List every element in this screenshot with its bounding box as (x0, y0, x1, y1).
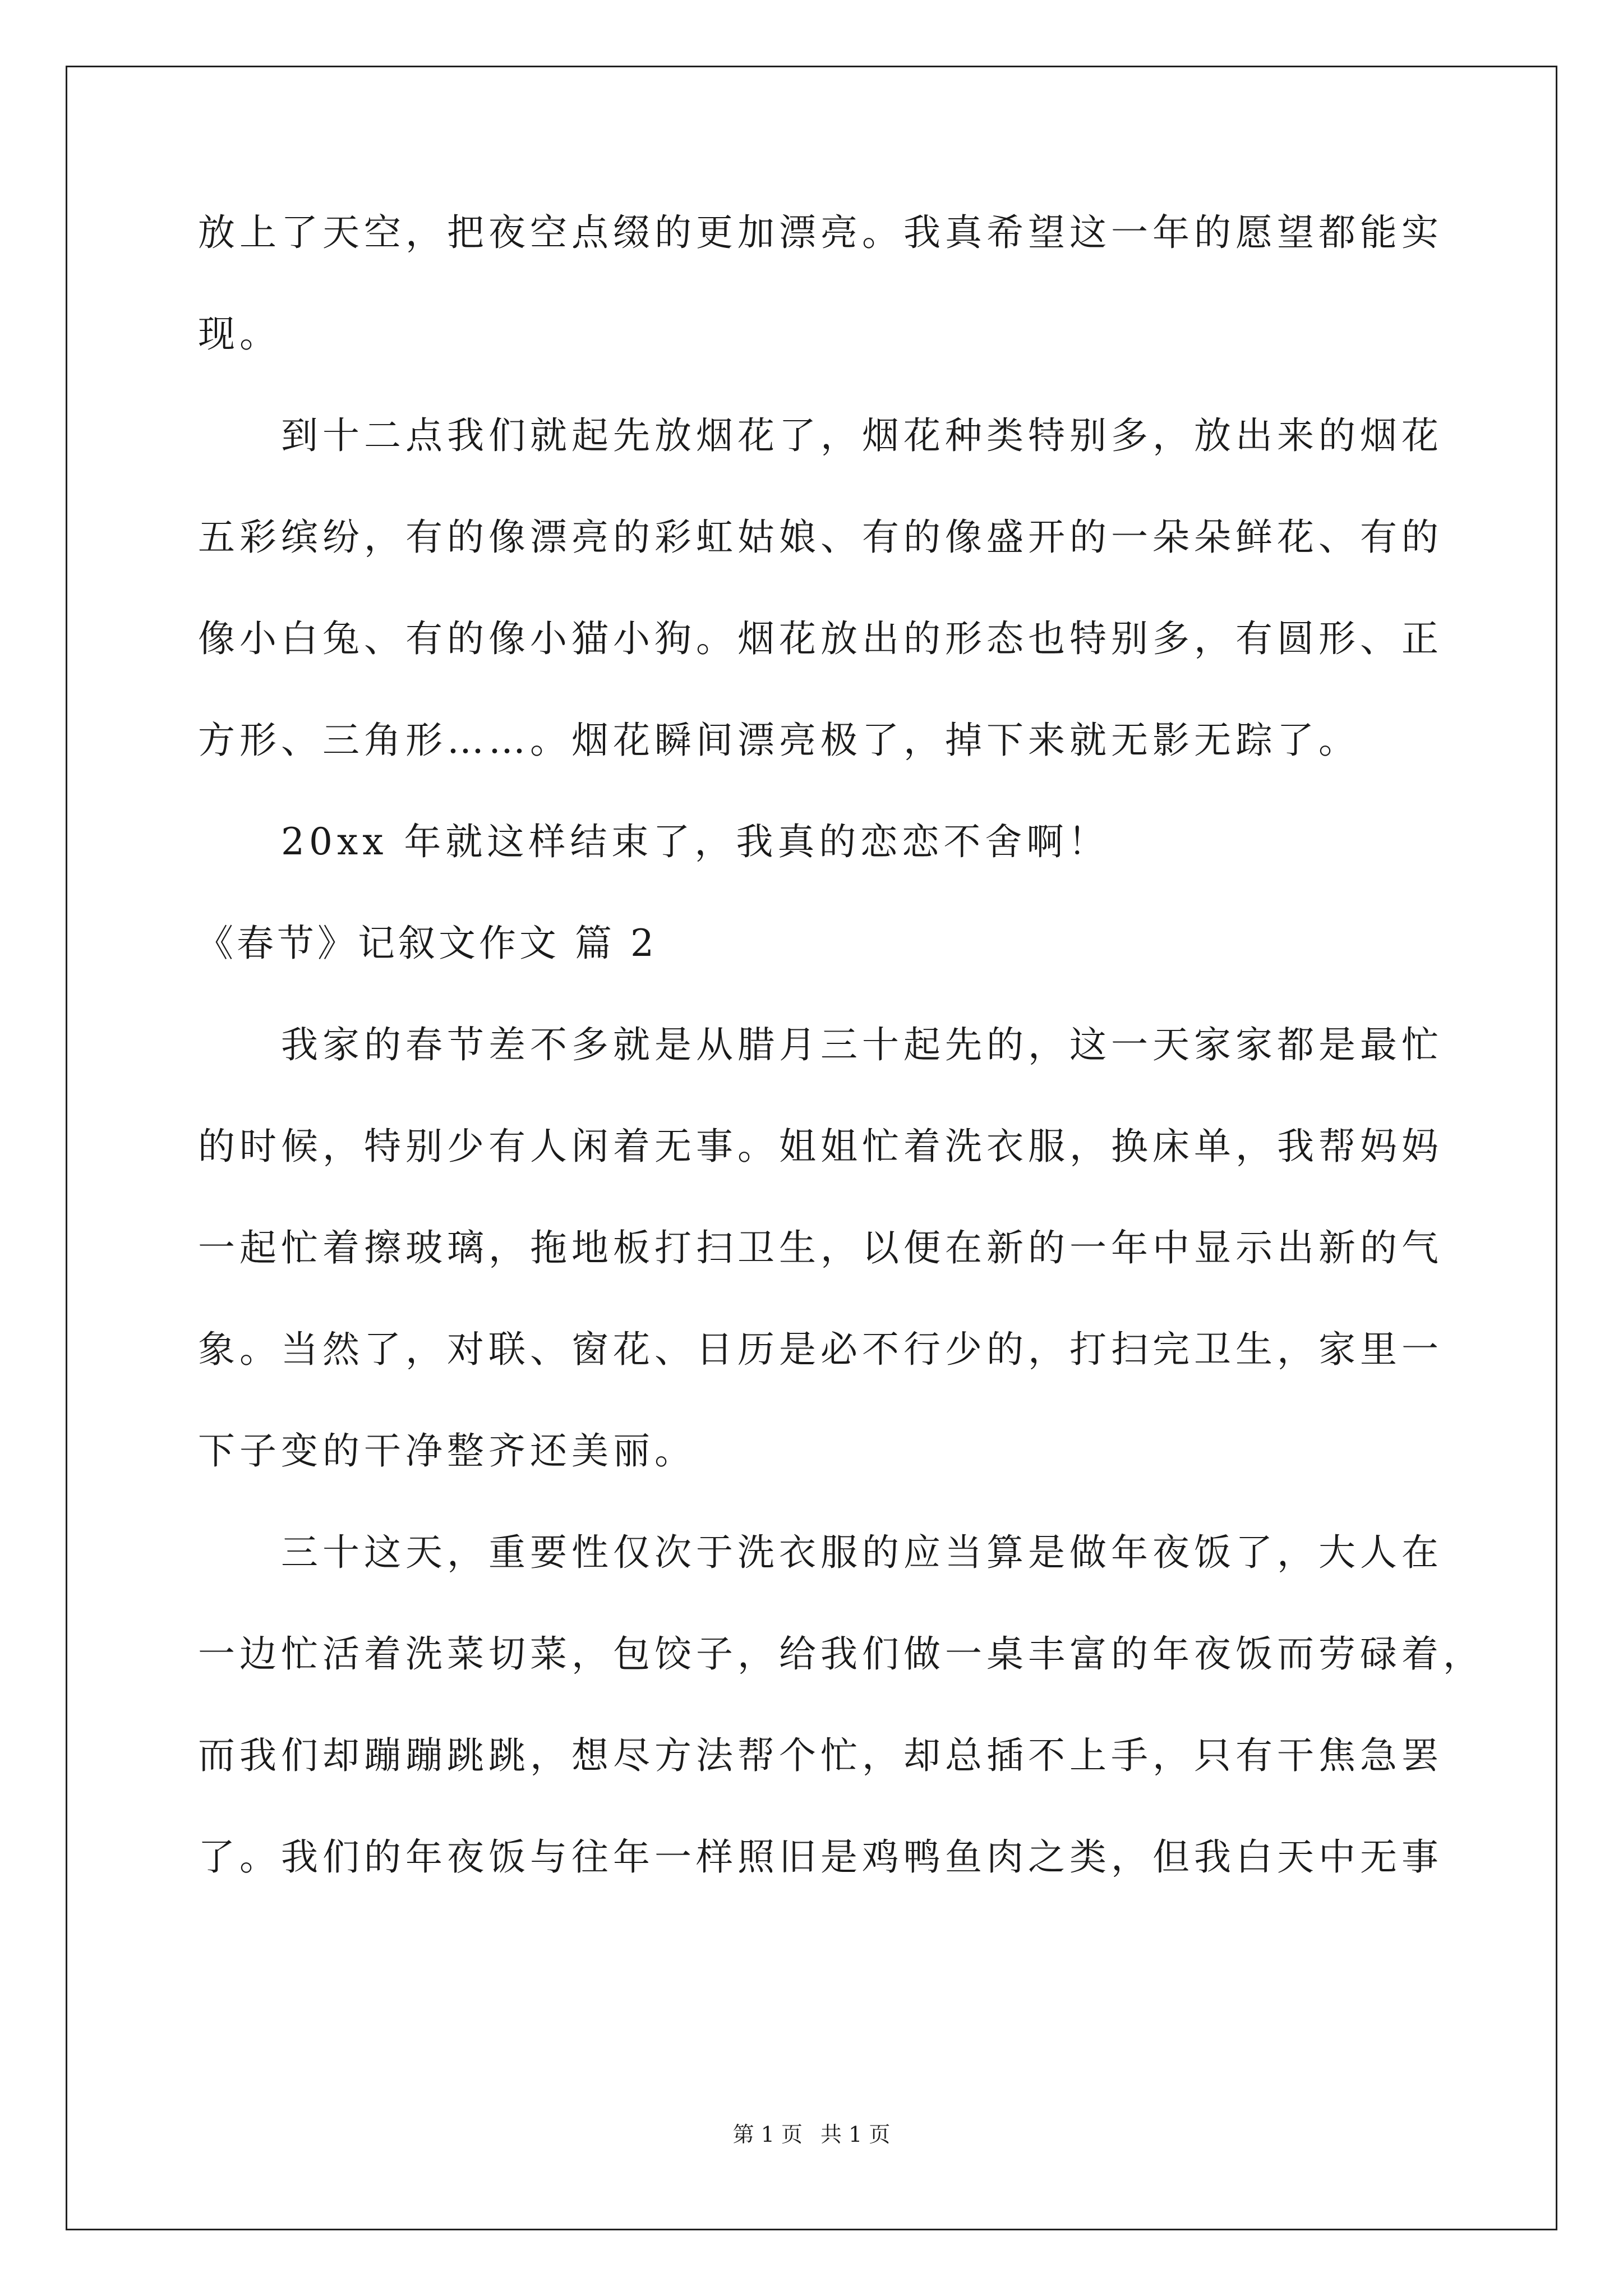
page-number: 第 1 页 (732, 2122, 803, 2147)
text-line: 三十这天，重要性仅次于洗衣服的应当算是做年夜饭了，大人在 (198, 1531, 1443, 1574)
text-line: 到十二点我们就起先放烟花了，烟花种类特别多，放出来的烟花 (198, 414, 1443, 457)
text-line: 现。 (198, 312, 281, 356)
text-line: 五彩缤纷，有的像漂亮的彩虹姑娘、有的像盛开的一朵朵鲜花、有的 (198, 516, 1443, 559)
text-line: 20xx 年就这样结束了，我真的恋恋不舍啊！ (198, 820, 1110, 863)
text-line: 了。我们的年夜饭与往年一样照旧是鸡鸭鱼肉之类，但我白天中无事 (198, 1835, 1443, 1879)
text-line: 方形、三角形……。烟花瞬间漂亮极了，掉下来就无影无踪了。 (198, 719, 1360, 762)
text-line: 下子变的干净整齐还美丽。 (198, 1429, 696, 1473)
text-line: 的时候，特别少有人闲着无事。姐姐忙着洗衣服，换床单，我帮妈妈 (198, 1125, 1443, 1168)
page-footer (0, 2120, 1623, 2148)
text-line: 我家的春节差不多就是从腊月三十起先的，这一天家家都是最忙 (198, 1023, 1443, 1066)
text-line: 放上了天空，把夜空点缀的更加漂亮。我真希望这一年的愿望都能实 (198, 211, 1443, 254)
text-line: 像小白兔、有的像小猫小狗。烟花放出的形态也特别多，有圆形、正 (198, 617, 1443, 660)
text-line: 一边忙活着洗菜切菜，包饺子，给我们做一桌丰富的年夜饭而劳碌着， (198, 1632, 1484, 1676)
text-line: 而我们却蹦蹦跳跳，想尽方法帮个忙，却总插不上手，只有干焦急罢 (198, 1734, 1443, 1777)
section-heading: 《春节》记叙文作文 篇 2 (196, 922, 657, 965)
document-body (196, 208, 1484, 1883)
text-line: 象。当然了，对联、窗花、日历是必不行少的，打扫完卫生，家里一 (198, 1328, 1443, 1371)
page-total: 共 1 页 (820, 2122, 891, 2147)
text-line: 一起忙着擦玻璃，拖地板打扫卫生，以便在新的一年中显示出新的气 (198, 1226, 1443, 1269)
